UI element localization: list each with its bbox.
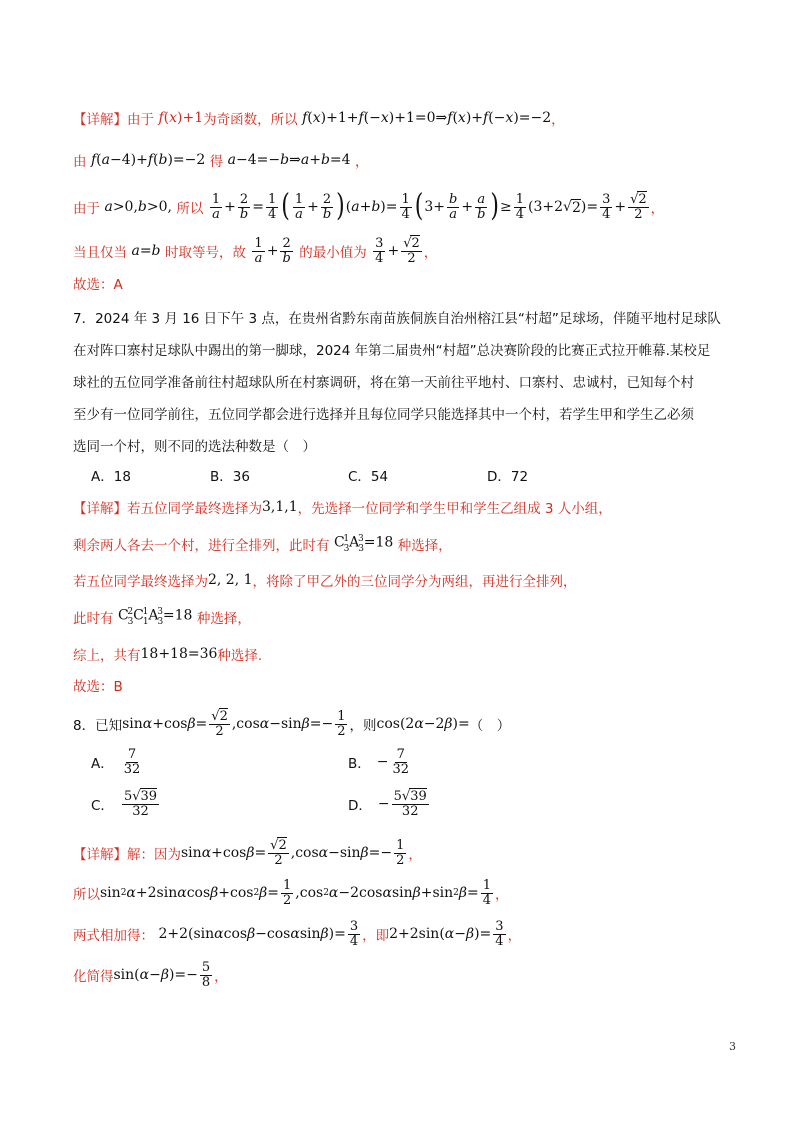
formula: 2+2sin( α − β )= $\frac{3}{4}$: [389, 918, 504, 949]
formula: − $\frac{7}{32}$: [376, 747, 410, 777]
formula: cos(2α−2β)=: [376, 716, 470, 732]
q7-stem-line: 至少有一位同学前往，五位同学都会进行选择并且每位同学只能选择其中一个村，若学生甲和学生乙必须: [73, 407, 694, 423]
q7-explain-line-5: 综上，共有 18+18=36 种选择.: [73, 646, 263, 664]
formula: 2+2(sin α cos β −cos α sin β )= $\frac{3}{4}$: [154, 918, 359, 949]
explain-tag: 【详解】: [73, 501, 127, 517]
formula: sin α +cos β = $\frac{√2}{2}$ ,cos α −sin β =− $\frac{1}{2}$: [122, 708, 346, 739]
q7-stem-line: 7．2024 年 3 月 16 日下午 3 点，在贵州省黔东南苗族侗族自治州榕江县“村超”足球场，伴随平地村足球队: [73, 311, 721, 327]
q8-explain-line-3: 两式相加得： 2+2(sin α cos β −cos α sin β )= $\frac{3}{4}$ ，即 2+2sin( α − β )= $\frac{3}{4}$ ，: [73, 918, 522, 949]
q7-option-d: D．72: [487, 469, 529, 485]
q7-stem-line: 在对阵口寨村足球队中踢出的第一脚球，2024 年第二届贵州“村超”总决赛阶段的比赛正式拉开帷幕.某校足: [73, 343, 711, 359]
formula: $\frac{5√39}{32}$: [123, 789, 158, 819]
formula: f(x)+1: [158, 110, 204, 126]
q8-explain-line-2: 所以 sin 2 α +2sin α cos β +cos 2 β = $\frac{1}{2}$ ,cos 2 α −2cos α sin β +sin 2 β = $\frac{1}{4}$ ，: [73, 877, 509, 908]
q7-stem-line: 选同一个村，则不同的选法种数是（ ）: [73, 439, 316, 455]
q6-explain-line-1: 【详解】 由于 f(x)+1 为奇函数，所以 f(x)+1+f(−x)+1=0⇒f(x)+f(−x)=−2 ，: [73, 110, 565, 128]
formula: f(a−4)+f(b)=−2: [90, 152, 210, 168]
formula: − $\frac{5√39}{32}$: [377, 789, 427, 819]
formula: 3,1,1: [262, 499, 298, 515]
formula: a=b: [131, 243, 161, 259]
formula: sin( α − β )=− $\frac{5}{8}$: [113, 959, 211, 990]
explain-tag: 【详解】: [73, 112, 127, 128]
q7-option-c: C．54: [348, 469, 389, 485]
formula: $\frac{7}{32}$: [123, 747, 141, 777]
q6-explain-line-4: 当且仅当 a=b 时取等号，故 $\frac{1}{a}$ + $\frac{2}{b}$ 的最小值为 $\frac{3}{4}$ + $\frac{√2}{2}$ ，: [73, 235, 438, 266]
formula: f(x)+1+f(−x)+1=0⇒f(x)+f(−x)=−2: [302, 110, 552, 126]
q7-option-a: A．18: [91, 469, 131, 485]
q7-explain-line-3: 若五位同学最终选择为 2, 2, 1 ，将除了甲乙外的三位同学分为两组，再进行全排列，: [73, 572, 577, 590]
q7-explain-line-1: 【详解】 若五位同学最终选择为 3,1,1 ，先选择一位同学和学生甲和学生乙组成 3 人小组，: [73, 499, 612, 517]
q8-explain-line-4: 化简得 sin( α − β )=− $\frac{5}{8}$ ，: [73, 959, 228, 990]
formula: $\frac{1}{a}$ + $\frac{2}{b}$: [254, 235, 291, 266]
formula: sin 2 α +2sin α cos β +cos 2 β = $\frac{1}{2}$ ,cos 2 α −2cos α sin β +sin 2 β = $\frac{1}{4}$: [100, 877, 491, 908]
q8-option-c: C． $\frac{5√39}{32}$: [91, 789, 158, 819]
formula: $C_3^1A_3^3=18$: [329, 534, 398, 554]
q7-explain-line-2: 剩余两人各去一个村，进行全排列，此时有 $C_3^1A_3^3=18$ 种选择，: [73, 534, 452, 554]
page-number: 3: [729, 1040, 736, 1053]
formula: $\frac{1}{a}$ + $\frac{2}{b}$ = $\frac{1}{4}$ ( $\frac{1}{a}$ + $\frac{2}{b}$ ) ( a + b )= $\frac{1}{4}$ ( 3+ $\frac{b}{a}$ + $\frac{a}{b}$ ) ≥ $\frac{1}{4}$ (3+2√ 2 )= $\frac{3}{4}$ + $\frac{√2}{2}$: [211, 188, 647, 224]
formula: a−4=−b⇒a+b=4: [227, 152, 355, 168]
q7-option-b: B．36: [210, 469, 250, 485]
explain-tag: 【详解】: [73, 847, 127, 863]
q8-option-d: D． − $\frac{5√39}{32}$: [348, 790, 431, 818]
q8-explain-line-1: 【详解】 解：因为 sin α +cos β = $\frac{√2}{2}$ ,cos α −sin β =− $\frac{1}{2}$ ，: [73, 837, 422, 868]
formula: 18+18=36: [140, 646, 218, 662]
q6-explain-line-2: 由 f(a−4)+f(b)=−2 得 a−4=−b⇒a+b=4 ，: [73, 152, 369, 170]
q7-answer: 故选：B: [73, 679, 123, 695]
q8-option-a: A． $\frac{7}{32}$: [91, 747, 141, 777]
q8-stem: 8．已知 sin α +cos β = $\frac{√2}{2}$ ,cos α −sin β =− $\frac{1}{2}$ ，则 cos(2α−2β)= （ ）: [73, 708, 511, 739]
q6-answer: 故选：A: [73, 277, 123, 293]
formula: sin α +cos β = $\frac{√2}{2}$ ,cos α −sin β =− $\frac{1}{2}$: [181, 837, 405, 868]
formula: $C_3^2C_1^1A_3^3=18$: [113, 607, 197, 627]
formula: $\frac{3}{4}$ + $\frac{√2}{2}$: [375, 235, 420, 266]
q8-option-b: B． − $\frac{7}{32}$: [348, 748, 413, 776]
formula: a>0,b>0,: [104, 199, 177, 215]
q7-stem-line: 球社的五位同学准备前往村超球队所在村寨调研，将在第一天前往平地村、口寨村、忠诚村，已知每个村: [73, 375, 694, 391]
q7-explain-line-4: 此时有 $C_3^2C_1^1A_3^3=18$ 种选择，: [73, 607, 251, 627]
q6-explain-line-3: 由于 a>0,b>0, 所以 $\frac{1}{a}$ + $\frac{2}{b}$ = $\frac{1}{4}$ ( $\frac{1}{a}$ + $\frac{2}{b}$ ) ( a + b )= $\frac{1}{4}$ ( 3+ $\frac{b}{a}$ + $\frac{a}{b}$ ) ≥ $\frac{1}{4}$ (3+2√ 2 )= $\frac{3}{4}$ + $\frac{√2}{2}$ ，: [73, 188, 665, 224]
formula: 2, 2, 1: [208, 572, 253, 588]
